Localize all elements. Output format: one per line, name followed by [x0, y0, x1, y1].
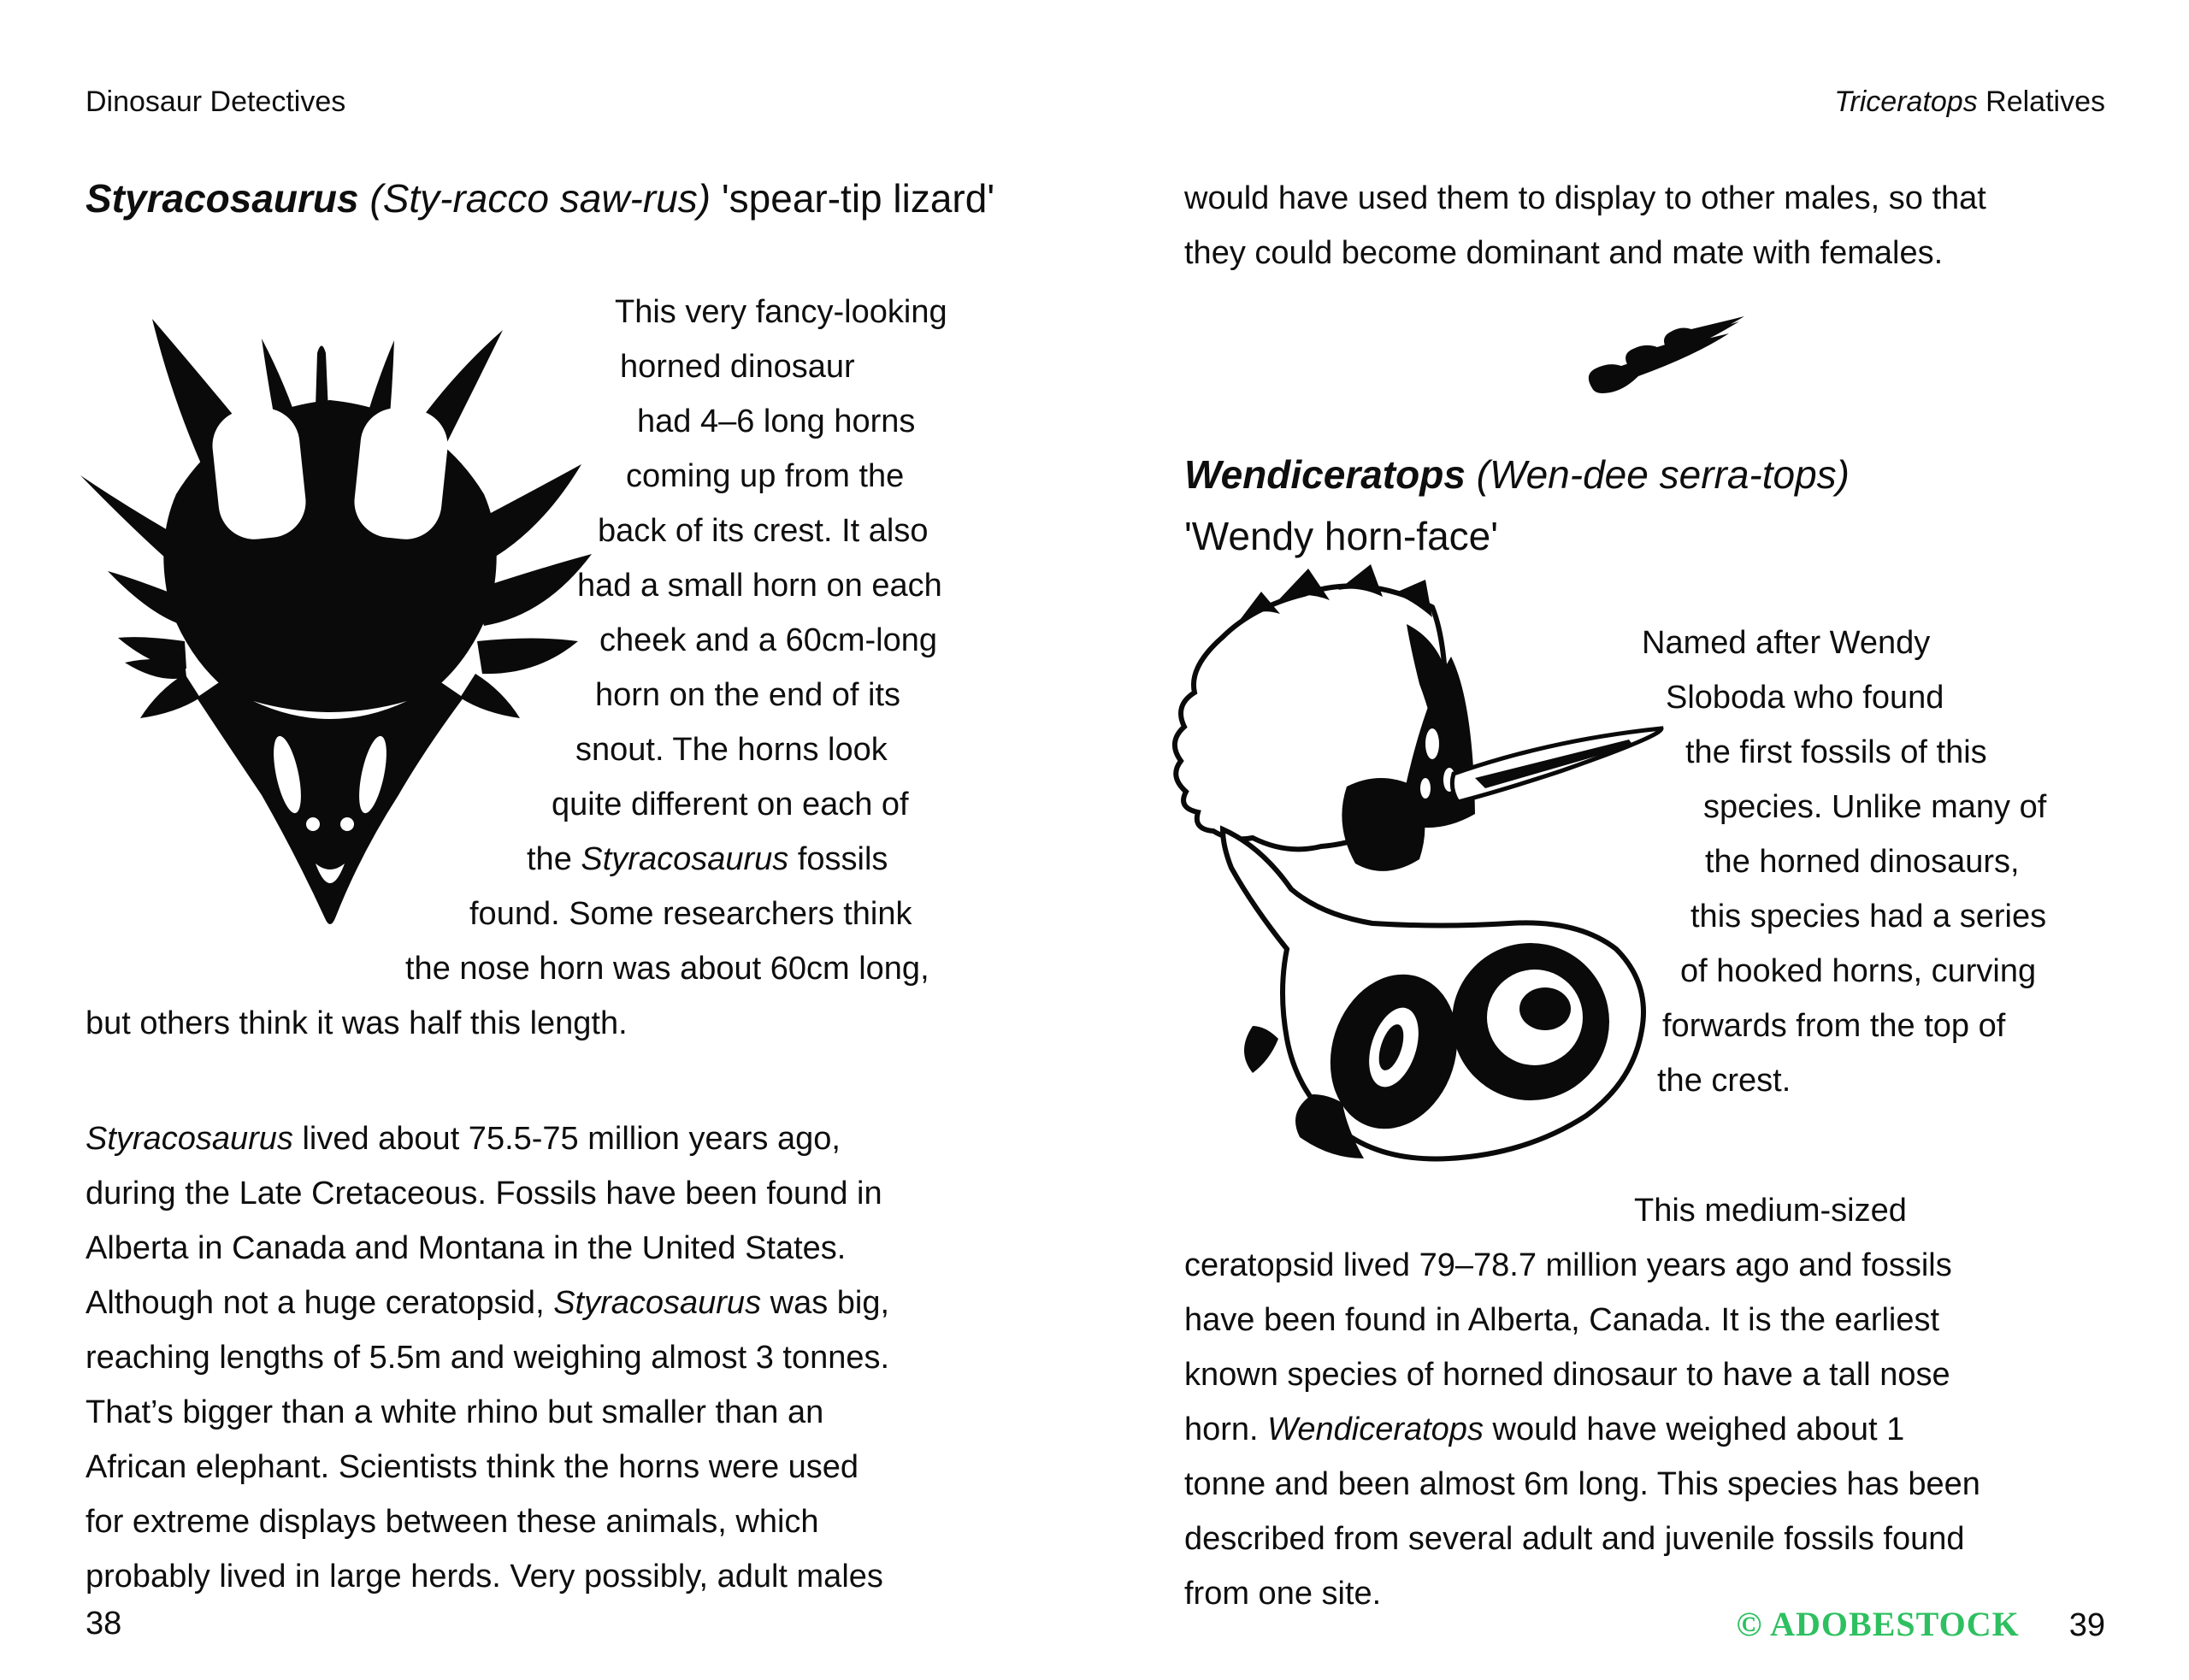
styracosaurus-facts-paragraph — [86, 1111, 889, 1604]
text-line: Sloboda who found — [1666, 680, 1944, 716]
text-line: probably lived in large herds. Very possibly, adult males — [86, 1559, 883, 1595]
text-line: this species had a series — [1690, 899, 2047, 934]
text-line: the crest. — [1657, 1063, 1791, 1099]
text-line: Although not a huge ceratopsid, Styracosaurus was big, — [86, 1285, 890, 1321]
text-line: 'Wendy horn-face' — [1184, 514, 1499, 558]
text-line: African elephant. Scientists think the horns were used — [86, 1449, 859, 1485]
text-line: the horned dinosaurs, — [1705, 844, 2020, 880]
text-line: the nose horn was about 60cm long, — [405, 951, 929, 987]
text-line: forwards from the top of — [1662, 1008, 2006, 1044]
text-line: known species of horned dinosaur to have a tall nose — [1184, 1357, 1950, 1393]
claw-marks-ornament — [1584, 315, 1746, 404]
text-line: of hooked horns, curving — [1680, 953, 2037, 989]
males-display-paragraph — [1184, 171, 1986, 280]
right-running-head — [1834, 85, 2105, 118]
stock-credit-watermark: © ADOBESTOCK — [1736, 1605, 2020, 1643]
text-line: That’s bigger than a white rhino but smaller than an — [86, 1394, 824, 1430]
right-page-number: 39 — [2068, 1607, 2105, 1643]
text-line: had a small horn on each — [577, 568, 942, 604]
text-line: species. Unlike many of — [1703, 789, 2047, 825]
text-line: would have used them to display to other males, so that — [1184, 180, 1986, 216]
right-page-footer — [1736, 1604, 2105, 1644]
text-line: found. Some researchers think — [469, 896, 912, 932]
text-line: tonne and been almost 6m long. This species has been — [1184, 1466, 1980, 1502]
text-line: horn. Wendiceratops would have weighed about 1 — [1184, 1412, 1905, 1447]
text-line: have been found in Alberta, Canada. It is the earliest — [1184, 1302, 1940, 1338]
text-line: during the Late Cretaceous. Fossils have been found in — [86, 1176, 882, 1211]
text-line: for extreme displays between these animals, which — [86, 1504, 819, 1540]
wendiceratops-facts-paragraph — [1184, 1183, 1980, 1621]
text-line: quite different on each of — [552, 787, 909, 822]
text-line: the first fossils of this — [1685, 734, 1987, 770]
text-line: Styracosaurus lived about 75.5-75 million years ago, — [86, 1121, 841, 1157]
text-line: Triceratops Relatives — [1834, 85, 2105, 118]
styracosaurus-intro-paragraph — [86, 285, 947, 1051]
styracosaurus-title — [86, 171, 994, 226]
text-line: described from several adult and juvenile fossils found — [1184, 1521, 1965, 1557]
text-line: the Styracosaurus fossils — [527, 841, 888, 877]
text-line: coming up from the — [626, 458, 905, 494]
text-line: horn on the end of its — [595, 677, 901, 713]
text-line: Styracosaurus (Sty-racco saw-rus) 'spear-tip lizard' — [86, 176, 995, 221]
text-line: Wendiceratops (Wen-dee serra-tops) — [1184, 452, 1850, 497]
text-line: had 4–6 long horns — [637, 404, 916, 439]
left-running-head: Dinosaur Detectives — [86, 85, 346, 118]
text-line: from one site. — [1184, 1576, 1382, 1612]
text-line: cheek and a 60cm-long — [599, 622, 938, 658]
text-line: back of its crest. It also — [598, 513, 929, 549]
text-line: reaching lengths of 5.5m and weighing almost 3 tonnes. — [86, 1340, 890, 1376]
left-page-number: 38 — [86, 1606, 122, 1642]
text-line: snout. The horns look — [575, 732, 888, 768]
text-line: they could become dominant and mate with females. — [1184, 235, 1944, 271]
text-line: ceratopsid lived 79–78.7 million years ago and fossils — [1184, 1247, 1952, 1283]
wendiceratops-intro-paragraph — [1184, 616, 2046, 1108]
text-line: Named after Wendy — [1642, 625, 1931, 661]
text-line: but others think it was half this length. — [86, 1005, 628, 1041]
text-line: Alberta in Canada and Montana in the United States. — [86, 1230, 847, 1266]
text-line: This medium-sized — [1634, 1193, 1907, 1229]
text-line: This very fancy-looking — [615, 294, 947, 330]
text-line: horned dinosaur — [620, 349, 855, 385]
